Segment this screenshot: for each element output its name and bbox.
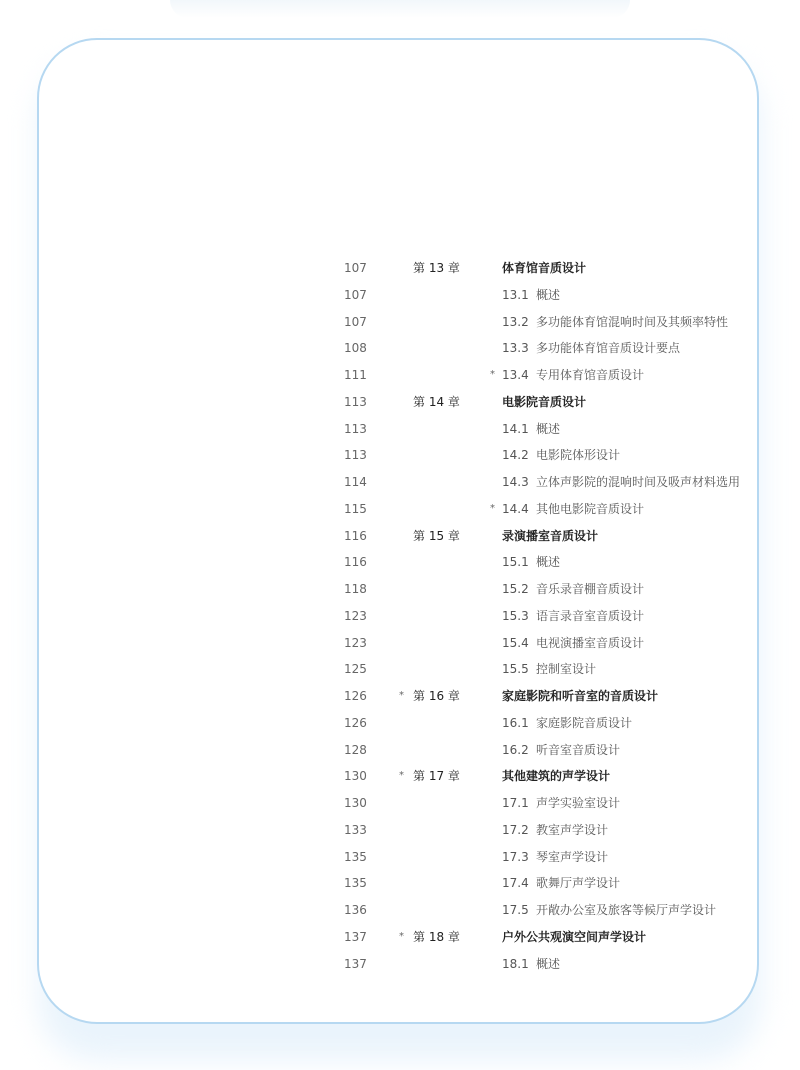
toc-chapter-row (0, 523, 800, 550)
section-number: 15.4 (502, 635, 529, 650)
section-title: 立体声影院的混响时间及吸声材料选用 (536, 475, 741, 489)
chapter-title: 体育馆音质设计 (502, 261, 587, 275)
section-number: 15.3 (502, 608, 529, 623)
section-title: 琴室声学设计 (536, 849, 609, 864)
page-number: 107 (344, 287, 367, 302)
toc-section-row (0, 790, 800, 817)
page-number: 113 (344, 448, 367, 463)
section-title: 概述 (536, 956, 561, 971)
page-number: 113 (344, 394, 367, 409)
optional-marker: * (399, 930, 404, 942)
section-title: 教室声学设计 (536, 822, 609, 837)
section-title: 概述 (536, 287, 561, 302)
page-number: 130 (344, 769, 367, 784)
section-number: 15.2 (502, 582, 529, 596)
chapter-number: 第 13 章 (413, 261, 460, 275)
page-number: 126 (344, 715, 367, 730)
toc-section-row (0, 951, 800, 978)
section-title: 多功能体育馆音质设计要点 (536, 341, 681, 356)
toc-section-row (0, 870, 800, 897)
optional-marker: * (490, 502, 495, 514)
page-number: 111 (344, 368, 367, 382)
toc-chapter-row (0, 763, 800, 790)
section-title: 声学实验室设计 (536, 796, 621, 810)
page-number: 114 (344, 475, 367, 489)
page-number: 133 (344, 822, 367, 837)
section-title: 开敞办公室及旅客等候厅声学设计 (536, 903, 717, 917)
section-number: 15.5 (502, 662, 529, 677)
toc-section-row (0, 897, 800, 924)
optional-marker: * (399, 770, 404, 782)
toc-section-row (0, 549, 800, 576)
toc-section-row (0, 282, 800, 309)
toc-section-row (0, 844, 800, 871)
page-number: 123 (344, 635, 367, 650)
toc-section-row (0, 335, 800, 362)
page-number: 115 (344, 501, 367, 516)
chapter-number: 第 15 章 (413, 528, 460, 543)
section-number: 13.2 (502, 314, 529, 329)
section-title: 听音室音质设计 (536, 742, 621, 757)
page-number: 107 (344, 314, 367, 329)
page-number: 107 (344, 261, 367, 275)
page-number: 130 (344, 796, 367, 810)
section-title: 歌舞厅声学设计 (536, 876, 621, 891)
section-title: 语言录音室音质设计 (536, 608, 645, 623)
page-number: 113 (344, 421, 367, 436)
page-number: 125 (344, 662, 367, 677)
section-number: 14.2 (502, 448, 529, 463)
toc-section-row (0, 630, 800, 657)
page-number: 135 (344, 849, 367, 864)
toc-section-row (0, 416, 800, 443)
section-number: 16.2 (502, 742, 529, 757)
section-number: 14.3 (502, 475, 529, 489)
section-title: 其他电影院音质设计 (536, 501, 645, 516)
chapter-number: 第 17 章 (413, 769, 460, 784)
section-number: 14.4 (502, 501, 529, 516)
section-number: 13.1 (502, 287, 529, 302)
top-shadow (170, 0, 630, 18)
page-number: 136 (344, 903, 367, 917)
page-number: 116 (344, 528, 367, 543)
section-number: 17.1 (502, 796, 529, 810)
toc-section-row (0, 710, 800, 737)
section-number: 18.1 (502, 956, 529, 971)
section-title: 多功能体育馆混响时间及其频率特性 (536, 314, 729, 329)
page-number: 137 (344, 929, 367, 944)
section-number: 17.4 (502, 876, 529, 891)
section-title: 控制室设计 (536, 662, 597, 677)
page-number: 118 (344, 582, 367, 596)
toc-section-row (0, 362, 800, 389)
chapter-title: 录演播室音质设计 (502, 528, 599, 543)
toc-section-row (0, 496, 800, 523)
section-title: 专用体育馆音质设计 (536, 368, 645, 382)
page-number: 116 (344, 555, 367, 570)
section-number: 17.2 (502, 822, 529, 837)
toc-chapter-row (0, 389, 800, 416)
toc-chapter-row (0, 255, 800, 282)
section-number: 17.3 (502, 849, 529, 864)
chapter-title: 其他建筑的声学设计 (502, 769, 611, 784)
section-number: 14.1 (502, 421, 529, 436)
section-number: 15.1 (502, 555, 529, 570)
chapter-title: 家庭影院和听音室的音质设计 (502, 689, 659, 703)
toc-chapter-row (0, 683, 800, 710)
section-title: 音乐录音棚音质设计 (536, 582, 645, 596)
toc-section-row (0, 576, 800, 603)
toc-section-row (0, 817, 800, 844)
optional-marker: * (399, 690, 404, 701)
page-number: 108 (344, 341, 367, 356)
toc-section-row (0, 469, 800, 496)
toc-section-row (0, 656, 800, 683)
toc-section-row (0, 442, 800, 469)
chapter-title: 电影院音质设计 (502, 394, 587, 409)
section-number: 13.3 (502, 341, 529, 356)
chapter-title: 户外公共观演空间声学设计 (502, 929, 647, 944)
page-number: 126 (344, 689, 367, 703)
section-title: 电影院体形设计 (536, 448, 621, 463)
toc-section-row (0, 603, 800, 630)
page-number: 135 (344, 876, 367, 891)
table-of-contents (0, 255, 800, 977)
section-title: 电视演播室音质设计 (536, 635, 645, 650)
section-number: 16.1 (502, 715, 529, 730)
section-number: 13.4 (502, 368, 529, 382)
toc-chapter-row (0, 924, 800, 951)
optional-marker: * (490, 369, 495, 380)
page-number: 137 (344, 956, 367, 971)
section-title: 概述 (536, 555, 561, 570)
toc-section-row (0, 309, 800, 336)
toc-section-row (0, 737, 800, 764)
section-title: 家庭影院音质设计 (536, 715, 633, 730)
chapter-number: 第 14 章 (413, 394, 460, 409)
section-number: 17.5 (502, 903, 529, 917)
chapter-number: 第 16 章 (413, 689, 460, 703)
page-number: 123 (344, 608, 367, 623)
chapter-number: 第 18 章 (413, 929, 460, 944)
page-number: 128 (344, 742, 367, 757)
section-title: 概述 (536, 421, 561, 436)
